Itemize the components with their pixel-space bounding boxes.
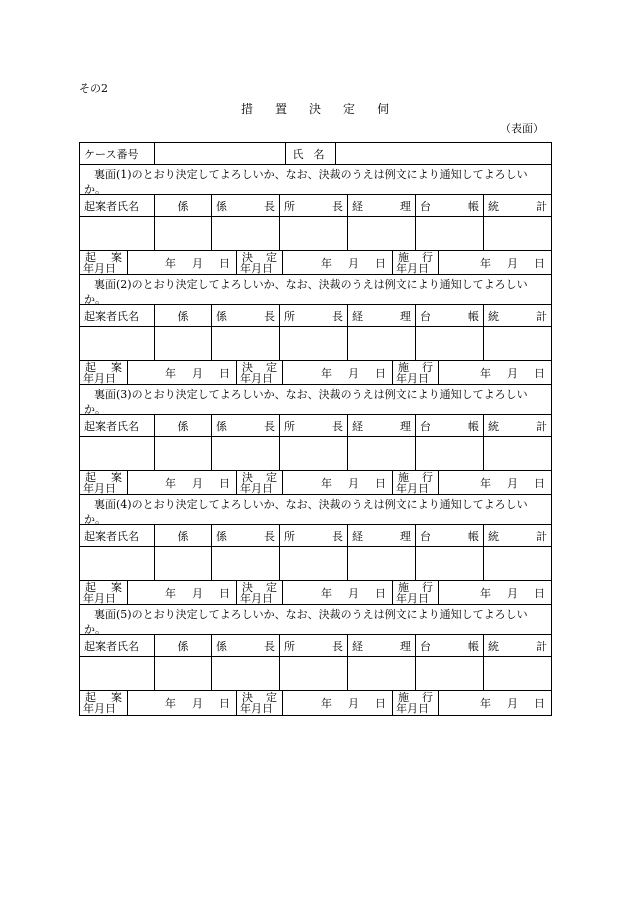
keiri-signature-box[interactable] <box>348 657 416 690</box>
kakari-cho-signature-box[interactable] <box>212 327 280 360</box>
kian-date-label: 起 案 年月日 <box>80 471 128 494</box>
kian-date-label: 起 案 年月日 <box>80 581 128 604</box>
kian-date-label: 起 案 年月日 <box>80 691 128 715</box>
approver-header-row <box>80 195 551 217</box>
kakari-cho-signature-box[interactable] <box>212 437 280 470</box>
drafter-name-header: 起案者氏名 <box>80 635 155 656</box>
approval-section <box>80 275 551 385</box>
drafter-signature-box[interactable] <box>80 657 155 690</box>
keiri-header: 経 理 <box>348 635 416 656</box>
tokei-header: 統 計 <box>488 639 547 653</box>
approval-section <box>80 495 551 605</box>
drafter-signature-box[interactable] <box>80 547 155 580</box>
section-note: 裏面(5)のとおり決定してよろしいか、なお、決裁のうえは例文により通知してよろしいか。 <box>80 605 551 635</box>
approver-header-row <box>80 525 551 547</box>
daicho-signature-box[interactable] <box>416 547 484 580</box>
kakari-cho-header: 係 長 <box>212 635 280 656</box>
shiko-date-field[interactable]: 年 月 日 <box>480 476 545 490</box>
signature-row <box>80 327 551 361</box>
approver-header-row <box>80 305 551 327</box>
keiri-signature-box[interactable] <box>348 437 416 470</box>
approval-section <box>80 165 551 275</box>
tokei-header: 統 計 <box>488 419 547 433</box>
shiko-date-field[interactable]: 年 月 日 <box>480 697 545 710</box>
approver-header-row <box>80 635 551 657</box>
shocho-signature-box[interactable] <box>280 217 348 250</box>
daicho-header: 台 帳 <box>416 415 484 436</box>
signature-row <box>80 657 551 691</box>
kettei-date-label: 決 定 年月日 <box>237 691 283 715</box>
kian-date-field[interactable]: 年 月 日 <box>128 251 237 274</box>
shocho-header: 所 長 <box>280 415 348 436</box>
keiri-header: 経 理 <box>348 415 416 436</box>
shiko-date-field[interactable]: 年 月 日 <box>480 256 545 270</box>
kakari-cho-signature-box[interactable] <box>212 657 280 690</box>
daicho-header: 台 帳 <box>416 525 484 546</box>
keiri-signature-box[interactable] <box>348 547 416 580</box>
kakari-cho-signature-box[interactable] <box>212 217 280 250</box>
drafter-signature-box[interactable] <box>80 437 155 470</box>
kakari-signature-box[interactable] <box>155 547 212 580</box>
shiko-date-label: 施 行 年月日 <box>393 361 439 384</box>
kettei-date-field[interactable]: 年 月 日 <box>283 691 393 715</box>
daicho-signature-box[interactable] <box>416 657 484 690</box>
kakari-header: 係 <box>155 305 212 326</box>
kian-date-field[interactable]: 年 月 日 <box>128 691 237 715</box>
kakari-cho-header: 係 長 <box>212 305 280 326</box>
case-header-row <box>80 143 551 165</box>
shocho-signature-box[interactable] <box>280 327 348 360</box>
kettei-date-label: 決 定 年月日 <box>237 471 283 494</box>
date-row <box>80 581 551 605</box>
shiko-date-label: 施 行 年月日 <box>393 471 439 494</box>
decision-form <box>79 142 552 716</box>
kian-date-field[interactable]: 年 月 日 <box>128 471 237 494</box>
kakari-cho-header: 係 長 <box>212 195 280 216</box>
daicho-signature-box[interactable] <box>416 437 484 470</box>
section-note: 裏面(3)のとおり決定してよろしいか、なお、決裁のうえは例文により通知してよろしいか。 <box>80 385 551 415</box>
date-row <box>80 691 551 715</box>
daicho-header: 台 帳 <box>416 195 484 216</box>
kettei-date-field[interactable]: 年 月 日 <box>283 251 393 274</box>
shiko-date-label: 施 行 年月日 <box>393 581 439 604</box>
shocho-header: 所 長 <box>280 195 348 216</box>
tokei-header: 統 計 <box>488 309 547 323</box>
page-title: 措置決定伺 <box>240 102 411 116</box>
tokei-signature-box[interactable] <box>484 217 551 250</box>
kakari-signature-box[interactable] <box>155 657 212 690</box>
kettei-date-field[interactable]: 年 月 日 <box>283 361 393 384</box>
kettei-date-field[interactable]: 年 月 日 <box>283 581 393 604</box>
section-note: 裏面(4)のとおり決定してよろしいか、なお、決裁のうえは例文により通知してよろしいか。 <box>80 495 551 525</box>
sections-container <box>80 165 551 715</box>
keiri-signature-box[interactable] <box>348 327 416 360</box>
approval-section <box>80 605 551 715</box>
drafter-signature-box[interactable] <box>80 217 155 250</box>
kian-date-field[interactable]: 年 月 日 <box>128 581 237 604</box>
daicho-header: 台 帳 <box>416 635 484 656</box>
kakari-signature-box[interactable] <box>155 327 212 360</box>
shiko-date-label: 施 行 年月日 <box>393 251 439 274</box>
kakari-header: 係 <box>155 635 212 656</box>
tokei-header: 統 計 <box>488 199 547 213</box>
tokei-signature-box[interactable] <box>484 657 551 690</box>
shocho-header: 所 長 <box>280 525 348 546</box>
corner-label: その2 <box>79 82 108 95</box>
approver-header-row <box>80 415 551 437</box>
name-label: 氏名 <box>286 143 336 164</box>
signature-row <box>80 217 551 251</box>
shocho-signature-box[interactable] <box>280 547 348 580</box>
keiri-header: 経 理 <box>348 195 416 216</box>
kakari-signature-box[interactable] <box>155 217 212 250</box>
kakari-cho-header: 係 長 <box>212 415 280 436</box>
drafter-name-header: 起案者氏名 <box>80 305 155 326</box>
case-number-label: ケース番号 <box>80 143 155 164</box>
keiri-header: 経 理 <box>348 525 416 546</box>
tokei-signature-box[interactable] <box>484 547 551 580</box>
kakari-header: 係 <box>155 525 212 546</box>
shocho-header: 所 長 <box>280 305 348 326</box>
shiko-date-label: 施 行 年月日 <box>393 691 439 715</box>
shiko-date-field[interactable]: 年 月 日 <box>480 586 545 600</box>
keiri-signature-box[interactable] <box>348 217 416 250</box>
kian-date-label: 起 案 年月日 <box>80 361 128 384</box>
kettei-date-label: 決 定 年月日 <box>237 251 283 274</box>
shiko-date-field[interactable]: 年 月 日 <box>480 366 545 380</box>
kakari-cho-signature-box[interactable] <box>212 547 280 580</box>
daicho-signature-box[interactable] <box>416 327 484 360</box>
kakari-cho-header: 係 長 <box>212 525 280 546</box>
signature-row <box>80 547 551 581</box>
kian-date-field[interactable]: 年 月 日 <box>128 361 237 384</box>
case-number-field[interactable] <box>155 143 286 164</box>
date-row <box>80 361 551 385</box>
keiri-header: 経 理 <box>348 305 416 326</box>
name-field[interactable] <box>336 143 551 164</box>
tokei-signature-box[interactable] <box>484 437 551 470</box>
section-note: 裏面(1)のとおり決定してよろしいか、なお、決裁のうえは例文により通知してよろしいか。 <box>80 165 551 195</box>
kakari-header: 係 <box>155 195 212 216</box>
date-row <box>80 251 551 275</box>
kettei-date-label: 決 定 年月日 <box>237 361 283 384</box>
drafter-signature-box[interactable] <box>80 327 155 360</box>
section-note: 裏面(2)のとおり決定してよろしいか、なお、決裁のうえは例文により通知してよろしいか。 <box>80 275 551 305</box>
signature-row <box>80 437 551 471</box>
kettei-date-field[interactable]: 年 月 日 <box>283 471 393 494</box>
shocho-header: 所 長 <box>280 635 348 656</box>
approval-section <box>80 385 551 495</box>
tokei-header: 統 計 <box>488 529 547 543</box>
drafter-name-header: 起案者氏名 <box>80 195 155 216</box>
kakari-signature-box[interactable] <box>155 437 212 470</box>
daicho-signature-box[interactable] <box>416 217 484 250</box>
tokei-signature-box[interactable] <box>484 327 551 360</box>
shocho-signature-box[interactable] <box>280 437 348 470</box>
kian-date-label: 起 案 年月日 <box>80 251 128 274</box>
daicho-header: 台 帳 <box>416 305 484 326</box>
shocho-signature-box[interactable] <box>280 657 348 690</box>
kettei-date-label: 決 定 年月日 <box>237 581 283 604</box>
date-row <box>80 471 551 495</box>
drafter-name-header: 起案者氏名 <box>80 525 155 546</box>
drafter-name-header: 起案者氏名 <box>80 415 155 436</box>
side-label: （表面） <box>500 122 544 135</box>
kakari-header: 係 <box>155 415 212 436</box>
